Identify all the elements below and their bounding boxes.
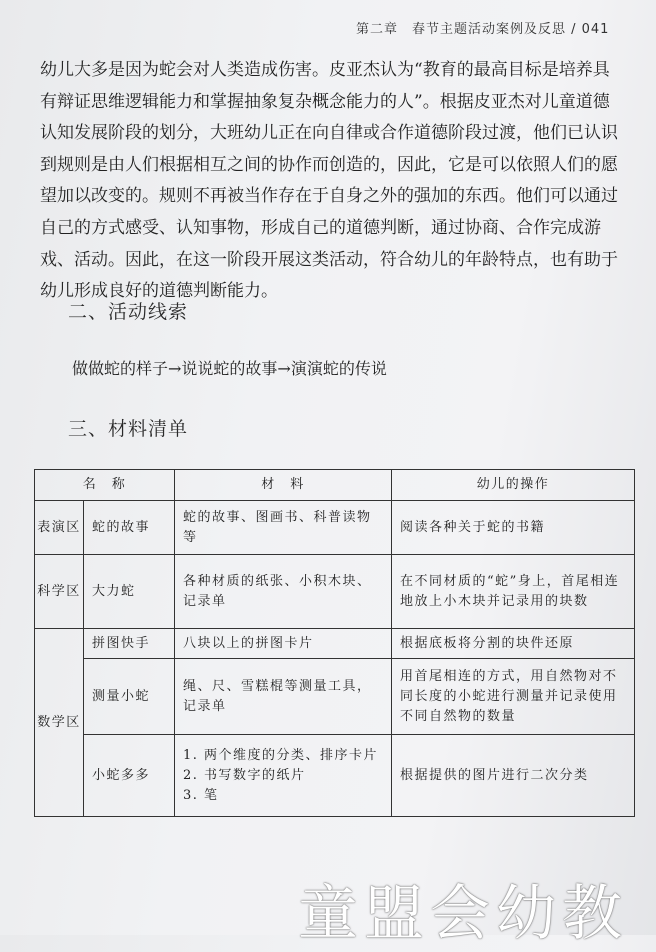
header-operation: 幼儿的操作 xyxy=(392,470,635,501)
section-title-materials: 三、材料清单 xyxy=(68,418,189,440)
activity-name-cell: 大力蛇 xyxy=(84,555,175,629)
paragraph-line: 幼儿形成良好的道德判断能力。 xyxy=(40,281,278,302)
table-row xyxy=(35,501,635,555)
table-row xyxy=(35,555,635,629)
operation-cell: 根据底板将分割的块件还原 xyxy=(392,629,635,659)
material-cell: 绳、尺、雪糕棍等测量工具，记录单 xyxy=(175,659,392,735)
paragraph-line: 到规则是由人们根据相互之间的协作而创造的，因此，它是可以依照人们的愿 xyxy=(40,154,618,175)
running-head: 第二章 春节主题活动案例及反思 / 041 xyxy=(356,22,610,37)
activity-flow: 做做蛇的样子→说说蛇的故事→演演蛇的传说 xyxy=(72,359,387,378)
paragraph-line: 认知发展阶段的划分，大班幼儿正在向自律或合作道德阶段过渡，他们已认识 xyxy=(40,123,618,144)
area-cell: 表演区 xyxy=(35,501,84,555)
activity-name-cell: 蛇的故事 xyxy=(84,501,175,555)
paragraph-line: 幼儿大多是因为蛇会对人类造成伤害。皮亚杰认为“教育的最高目标是培养具 xyxy=(40,60,610,80)
area-cell: 科学区 xyxy=(35,555,84,629)
watermark: 童盟会幼教 xyxy=(298,879,628,949)
operation-cell: 用首尾相连的方式，用自然物对不同长度的小蛇进行测量并记录使用不同自然物的数量 xyxy=(392,659,635,735)
table-row xyxy=(35,629,635,659)
paragraph-line: 自己的方式感受、认知事物，形成自己的道德判断，通过协商、合作完成游 xyxy=(40,217,601,238)
material-cell: 各种材质的纸张、小积木块、记录单 xyxy=(175,555,392,629)
operation-cell: 阅读各种关于蛇的书籍 xyxy=(392,501,635,555)
paragraph-line: 有辩证思维逻辑能力和掌握抽象复杂概念能力的人”。根据皮亚杰对儿童道德 xyxy=(40,91,610,112)
material-item: 2. 书写数字的纸片 xyxy=(183,767,306,783)
material-cell xyxy=(175,735,392,817)
table-row xyxy=(35,659,635,735)
area-cell: 数学区 xyxy=(35,629,84,817)
header-material: 材 料 xyxy=(175,470,392,501)
section-title-activity-clues: 二、活动线索 xyxy=(68,301,189,323)
activity-name-cell: 拼图快手 xyxy=(84,629,175,659)
activity-name-cell: 小蛇多多 xyxy=(84,735,175,817)
activity-name-cell: 测量小蛇 xyxy=(84,659,175,735)
table-row xyxy=(35,735,635,817)
material-item: 1. 两个维度的分类、排序卡片 xyxy=(183,747,379,763)
paragraph-line: 望加以改变的。规则不再被当作存在于自身之外的强加的东西。他们可以通过 xyxy=(40,186,618,207)
material-item: 3. 笔 xyxy=(183,787,219,803)
table-header-row xyxy=(35,470,635,501)
materials-table xyxy=(34,469,635,817)
material-cell: 蛇的故事、图画书、科普读物等 xyxy=(175,501,392,555)
operation-cell: 根据提供的图片进行二次分类 xyxy=(392,735,635,817)
operation-cell: 在不同材质的“蛇”身上，首尾相连地放上小木块并记录用的块数 xyxy=(392,555,635,629)
material-cell: 八块以上的拼图卡片 xyxy=(175,629,392,659)
header-name: 名 称 xyxy=(35,470,175,501)
body-paragraph xyxy=(40,55,640,308)
paragraph-line: 戏、活动。因此，在这一阶段开展这类活动，符合幼儿的年龄特点，也有助于 xyxy=(40,249,618,270)
